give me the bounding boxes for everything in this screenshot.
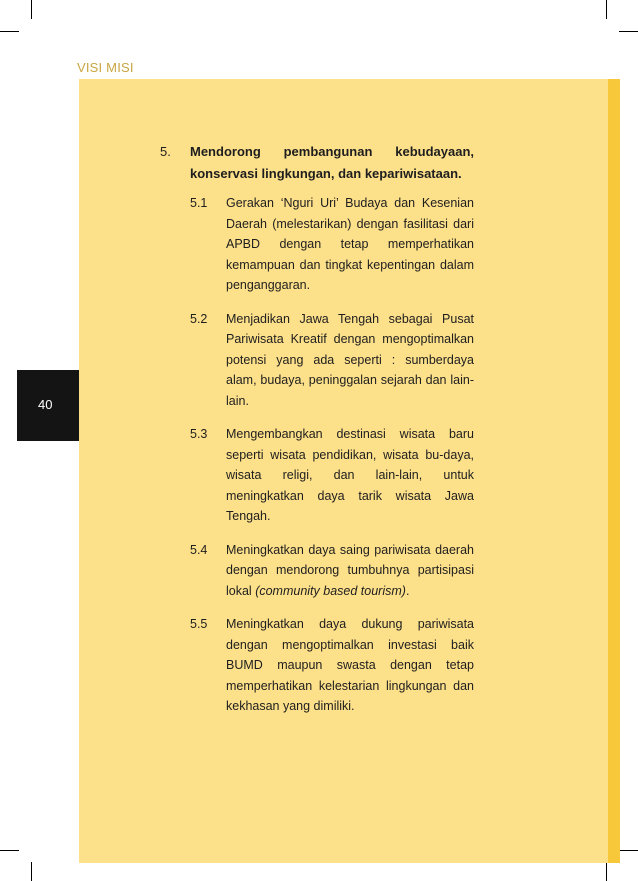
crop-mark-top-right-v <box>606 0 607 19</box>
sub-item-number: 5.3 <box>190 427 208 441</box>
crop-mark-bottom-right-v <box>606 862 607 881</box>
section-label: VISI MISI <box>77 60 134 75</box>
mission-item-text: Mendorong pembangunan kebudayaan, konservasi lingkungan, dan kepariwisataan. <box>190 144 474 181</box>
sub-item-text: Mengembangkan destinasi wisata baru seperti wisata pendidikan, wisata bu-daya, wisata religi, dan lain-lain, untuk meningkatkan daya tarik wisata Jawa Tengah. <box>226 427 474 523</box>
sub-item-list <box>160 193 474 717</box>
mission-content <box>160 141 474 730</box>
crop-mark-top-left-v <box>31 0 32 19</box>
sub-item-text: Meningkatkan daya saing pariwisata daerah dengan mendorong tumbuhnya partisipasi lokal <box>226 542 474 598</box>
crop-mark-bottom-left-h <box>0 850 19 851</box>
sub-item-text: Menjadikan Jawa Tengah sebagai Pusat Pariwisata Kreatif dengan mengoptimalkan potensi yang ada seperti : sumberdaya alam, budaya, peninggalan sejarah dan lain-lain. <box>226 311 474 408</box>
mission-item <box>160 141 474 185</box>
sub-item-text-end: . <box>405 583 410 598</box>
sub-item <box>190 424 474 527</box>
sub-item-number: 5.4 <box>190 542 208 557</box>
crop-mark-top-right-h <box>619 31 638 32</box>
sub-item-text: Gerakan ‘Nguri Uri’ Budaya dan Kesenian Daerah (melestarikan) dengan fasilitasi dari APBD dengan tetap memperhatikan kemampuan dan tingkat kepentingan dalam penganggaran. <box>226 196 474 292</box>
page-number: 40 <box>38 397 53 412</box>
sub-item <box>190 193 474 296</box>
sub-item <box>190 540 474 602</box>
sub-item-text-wrapper <box>226 540 474 602</box>
sub-item-number: 5.5 <box>190 617 208 631</box>
mission-item-number: 5. <box>160 144 171 159</box>
crop-mark-bottom-left-v <box>31 862 32 881</box>
sub-item <box>190 614 474 717</box>
crop-mark-top-left-h <box>0 31 19 32</box>
crop-mark-bottom-right-h <box>619 850 638 851</box>
sub-item-text-italic: (community based tourism) <box>255 583 406 598</box>
sub-item-text: Meningkatkan daya dukung pariwisata dengan mengoptimalkan investasi baik BUMD maupun swasta dengan tetap memperhatikan kelestarian lingkungan dan kekhasan yang dimiliki. <box>226 617 474 713</box>
accent-strip <box>608 79 620 863</box>
sub-item-number: 5.2 <box>190 311 208 326</box>
sub-item <box>190 309 474 412</box>
sub-item-number: 5.1 <box>190 196 208 210</box>
